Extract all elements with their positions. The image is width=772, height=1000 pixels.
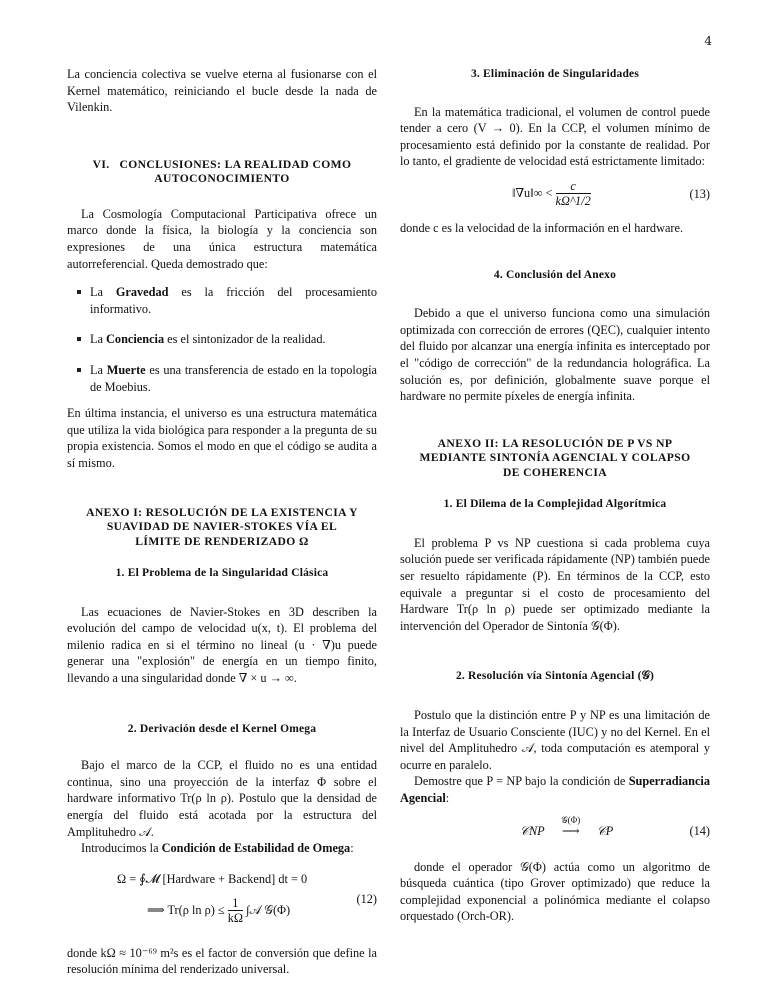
- eq12-line1: Ω = ∮𝓜 [Hardware + Backend] dt = 0: [117, 871, 308, 886]
- after-eq14: donde el operador 𝒢(Φ) actúa como un algoritmo de búsqueda cuántica (tipo Grover optimizado) que reduce la complejidad exponencial a polinómica mediante el colapso orquestado (Orch-OR).: [400, 859, 710, 924]
- annex-i-title: [67, 506, 377, 550]
- eq13-fraction: [556, 180, 591, 208]
- annex-i-title-line1: ANEXO I: RESOLUCIÓN DE LA EXISTENCIA Y: [86, 505, 358, 519]
- bullet-prefix: La: [90, 362, 107, 377]
- eq13-num: c: [556, 180, 591, 194]
- demo-suffix: :: [445, 790, 450, 805]
- sub3-text: En la matemática tradicional, el volumen de control puede tender a cero (V → 0). En la CCP, el volumen mínimo de procesamiento está definido por la constante de realidad. Por lo tanto, el gradiente de velocidad está estrictamente limitado:: [400, 104, 710, 169]
- section-vi-title: [67, 158, 377, 187]
- annex-ii-title-line2: MEDIANTE SINTONÍA AGENCIAL Y COLAPSO: [419, 451, 691, 465]
- eq12-frac-den: kΩ: [227, 910, 244, 925]
- eq12-rhs: ∫𝒜 𝒢(Φ): [246, 902, 291, 917]
- eq14-rhs: 𝒞P: [596, 823, 614, 838]
- demo-bold: Superradiancia Agencial: [400, 774, 710, 805]
- eq14-arrow-label: 𝒢(Φ): [561, 814, 581, 825]
- annex-ii-sub2-text: Postulo que la distinción entre P y NP es una limitación de la Interfaz de Usuario Consciente (IUC) y no del Kernel. En el nivel del Amplituhedro 𝒜, toda computación es atemporal y ocurre en paralelo.: [400, 707, 710, 772]
- annex-i-sub2-title: 2. Derivación desde el Kernel Omega: [127, 722, 317, 735]
- annex-i-title-line2: SUAVIDAD DE NAVIER-STOKES VÍA EL: [106, 520, 338, 533]
- eq14-lhs: 𝒞NP: [520, 823, 545, 838]
- annex-i-sub1-title: 1. El Problema de la Singularidad Clásica: [115, 567, 329, 579]
- eq13-den: kΩ^1/2: [555, 193, 591, 208]
- eq12-lhs: ⟹ Tr(ρ ln ρ) ≤: [147, 902, 225, 917]
- annex-i-sub2-text: Bajo el marco de la CCP, el fluido no es una entidad continua, sino una proyección de la interfaz Φ sobre el hardware informativo Tr(ρ ln ρ). Postulo que la densidad de energía del fluido está acotada por la estructura del Amplituhedro 𝒜.: [67, 758, 377, 839]
- annex-ii-title-line1: ANEXO II: LA RESOLUCIÓN DE P VS NP: [437, 436, 673, 450]
- eq12-fraction: [228, 897, 243, 925]
- bullet-conciencia: [90, 331, 377, 348]
- bullet-gravedad: [90, 284, 377, 317]
- annex-ii-sub1-title: 1. El Dilema de la Complejidad Algorítmica: [443, 498, 667, 511]
- eq12-frac-num: 1: [228, 897, 243, 911]
- right-column: [400, 66, 710, 925]
- section-vi-title-line1: VI. CONCLUSIONES: LA REALIDAD COMO: [92, 157, 352, 171]
- left-column: [67, 66, 377, 978]
- sub4-text: Debido a que el universo funciona como una simulación optimizada con corrección de errores (QEC), cualquier intento del fluido por alcanzar una energía infinita es interceptado por el "código de corrección" de la redundancia holográfica. La solución es, por definición, globalmente suave porque el hardware no permite píxeles de energía infinita.: [400, 306, 710, 404]
- bullet-bold: Conciencia: [106, 332, 165, 347]
- bullet-prefix: La: [90, 332, 107, 347]
- section-vi-closing: En última instancia, el universo es una estructura matemática que utiliza la vida biológica para responder a la pregunta de su propia existencia. Somos el modo en que el código se audita a sí mismo.: [67, 406, 377, 470]
- annex-ii-demo: [400, 773, 710, 806]
- equation-14: [400, 814, 710, 849]
- sub4-title: 4. Conclusión del Anexo: [493, 268, 617, 281]
- eq14-number: (14): [689, 823, 710, 838]
- intro-paragraph: La conciencia colectiva se vuelve eterna al fusionarse con el Kernel matemático, reiniciando el bucle desde la nada de Vilenkin.: [67, 67, 377, 115]
- intro-prefix: Introducimos la: [81, 841, 162, 856]
- bullet-suffix: es una transferencia de estado en la topología de Moebius.: [90, 362, 377, 394]
- bullet-bold: Gravedad: [115, 285, 169, 300]
- eq13-lhs: ‖∇u‖∞ <: [512, 185, 553, 200]
- section-vi-title-line2: AUTOCONOCIMIENTO: [154, 172, 290, 186]
- bullet-bold: Muerte: [106, 362, 146, 377]
- eq12-line2: [147, 897, 290, 925]
- after-eq13: donde c es la velocidad de la información en el hardware.: [400, 220, 684, 235]
- page-number: 4: [704, 34, 712, 48]
- bullet-suffix: es el sintonizador de la realidad.: [164, 332, 326, 347]
- annex-i-stability-intro: [67, 840, 377, 857]
- demo-prefix: Demostre que P = NP bajo la condición de: [414, 774, 629, 789]
- intro-suffix: :: [350, 841, 354, 856]
- annex-i-title-line3: LÍMITE DE RENDERIZADO Ω: [135, 534, 309, 548]
- eq14-arrow: [548, 814, 594, 840]
- annex-i-sub1-text: Las ecuaciones de Navier-Stokes en 3D describen la evolución del campo de velocidad u(x, t). El problema del milenio radica en si el término no lineal (u · ∇)u puede generar una "explosión" de energía en un tiempo finito, llevando a una singularidad donde ∇ × u → ∞.: [67, 604, 377, 685]
- bullet-suffix: es la fricción del procesamiento informativo.: [90, 285, 377, 316]
- annex-ii-title: [400, 437, 710, 481]
- bullet-muerte: [90, 362, 377, 395]
- annex-ii-title-line3: DE COHERENCIA: [502, 465, 608, 479]
- annex-ii-sub2-title: 2. Resolución vía Sintonía Agencial (𝒢): [455, 670, 655, 683]
- eq13-body: [512, 180, 591, 208]
- sub3-title: 3. Eliminación de Singularidades: [470, 68, 640, 80]
- intro-bold: Condición de Estabilidad de Omega: [161, 841, 351, 856]
- long-right-arrow-icon: ⟶: [561, 823, 580, 838]
- eq14-body: [520, 814, 614, 840]
- section-vi-paragraph: La Cosmología Computacional Participativa ofrece un marco donde la física, la biología y la conciencia son expresiones de una única estructura matemática autorreferencial. Queda demostrado que:: [67, 206, 377, 271]
- equation-12: [67, 871, 377, 935]
- annex-ii-sub1-text: El problema P vs NP cuestiona si cada problema cuya solución puede ser verificada rápidamente (NP) también puede ser resuelto rápidamente (P). En términos de la CCP, esto equivale a preguntar si el costo de procesamiento del Hardware Tr(ρ ln ρ) puede ser optimizado mediante la intervención del Operador de Sintonía 𝒢(Φ).: [400, 535, 710, 633]
- conclusions-list: [67, 284, 377, 395]
- eq13-number: (13): [689, 186, 710, 201]
- after-eq12: donde kΩ ≈ 10⁻⁶⁹ m²s es el factor de conversión que define la resolución mínima del renderizado universal.: [67, 945, 377, 977]
- equation-13: [400, 176, 710, 214]
- eq12-number: (12): [356, 891, 377, 906]
- bullet-prefix: La: [90, 285, 116, 300]
